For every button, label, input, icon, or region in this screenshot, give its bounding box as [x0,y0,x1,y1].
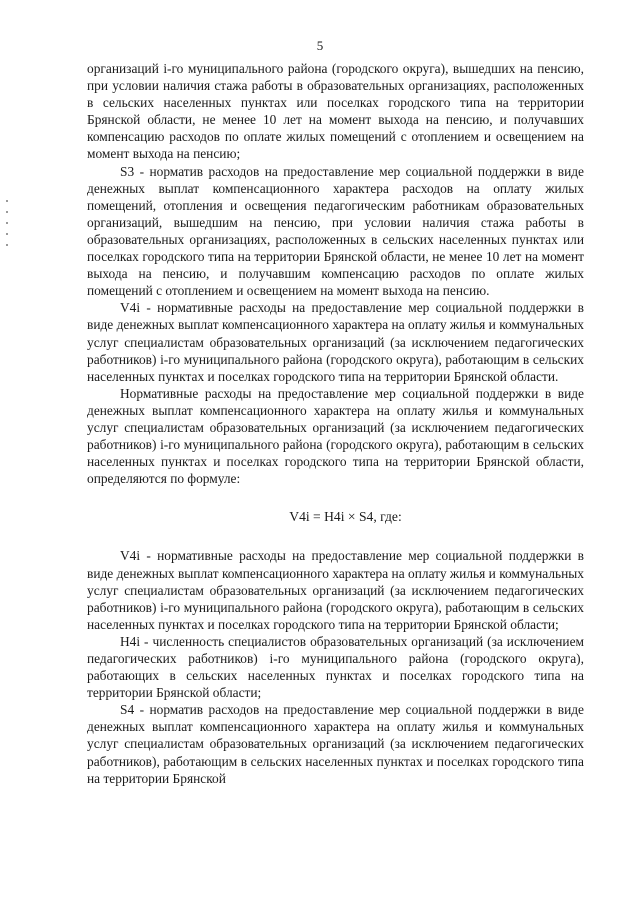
paragraph-s3-definition: S3 - норматив расходов на предоставление мер социальной поддержки в виде денежных выплат компенсационного характера расходов на оплату жилых помещений, отопления и освещения педагогическим работникам образовательных организаций, вышедшим на пенсию, при условии наличия стажа работы в образовательных организациях, расположенных в сельских населенных пунктах или поселках городского типа на территории Брянской области, не менее 10 лет на момент выхода на пенсию, и получавшим компенсацию расходов по оплате жилых помещений с отоплением и освещением на момент выхода на пенсию. [87,163,584,299]
paragraph-formula-intro: Нормативные расходы на предоставление мер социальной поддержки в виде денежных выплат компенсационного характера на оплату жилья и коммунальных услуг специалистам образовательных организаций (за исключением педагогических работников) i-го муниципального района (городского округа), работающим в сельских населенных пунктах и поселках городского типа на территории Брянской области, определяются по формуле: [87,385,584,487]
margin-dot [6,244,8,246]
paragraph-continuation: организаций i-го муниципального района (городского округа), вышедших на пенсию, при условии наличия стажа работы в образовательных организациях, расположенных в сельских населенных пунктах или поселках городского типа на территории Брянской области, не менее 10 лет на момент выхода на пенсию, и получавших компенсацию расходов по оплате жилых помещений с отоплением и освещением на момент выхода на пенсию; [87,61,584,162]
document-body [87,60,584,787]
paragraph-v4i-intro: V4i - нормативные расходы на предоставление мер социальной поддержки в виде денежных выплат компенсационного характера на оплату жилья и коммунальных услуг специалистам образовательных организаций (за исключением педагогических работников) i-го муниципального района (городского округа), работающим в сельских населенных пунктах и поселках городского типа на территории Брянской области. [87,300,584,384]
definition-h4i: H4i - численность специалистов образовательных организаций (за исключением педагогических работников) i-го муниципального района (городского округа), работающих в сельских населенных пунктах и поселках городского типа на территории Брянской области; [87,633,584,701]
margin-dot [6,233,8,235]
definition-s4: S4 - норматив расходов на предоставление мер социальной поддержки в виде денежных выплат компенсационного характера на оплату жилья и коммунальных услуг специалистам образовательных организаций (за исключением педагогических работников), работающим в сельских населенных пунктах и поселках городского типа на территории Брянской [87,702,584,786]
margin-marks [6,200,9,260]
page-number: 5 [316,38,324,53]
formula: V4i = H4i × S4, где: [289,509,402,525]
definition-v4i: V4i - нормативные расходы на предоставление мер социальной поддержки в виде денежных выплат компенсационного характера на оплату жилья и коммунальных услуг специалистам образовательных организаций (за исключением педагогических работников) i-го муниципального района (городского округа), работающим в сельских населенных пунктах и поселках городского типа на территории Брянской области; [87,548,584,632]
margin-dot [6,200,8,202]
margin-dot [6,222,8,224]
margin-dot [6,211,8,213]
